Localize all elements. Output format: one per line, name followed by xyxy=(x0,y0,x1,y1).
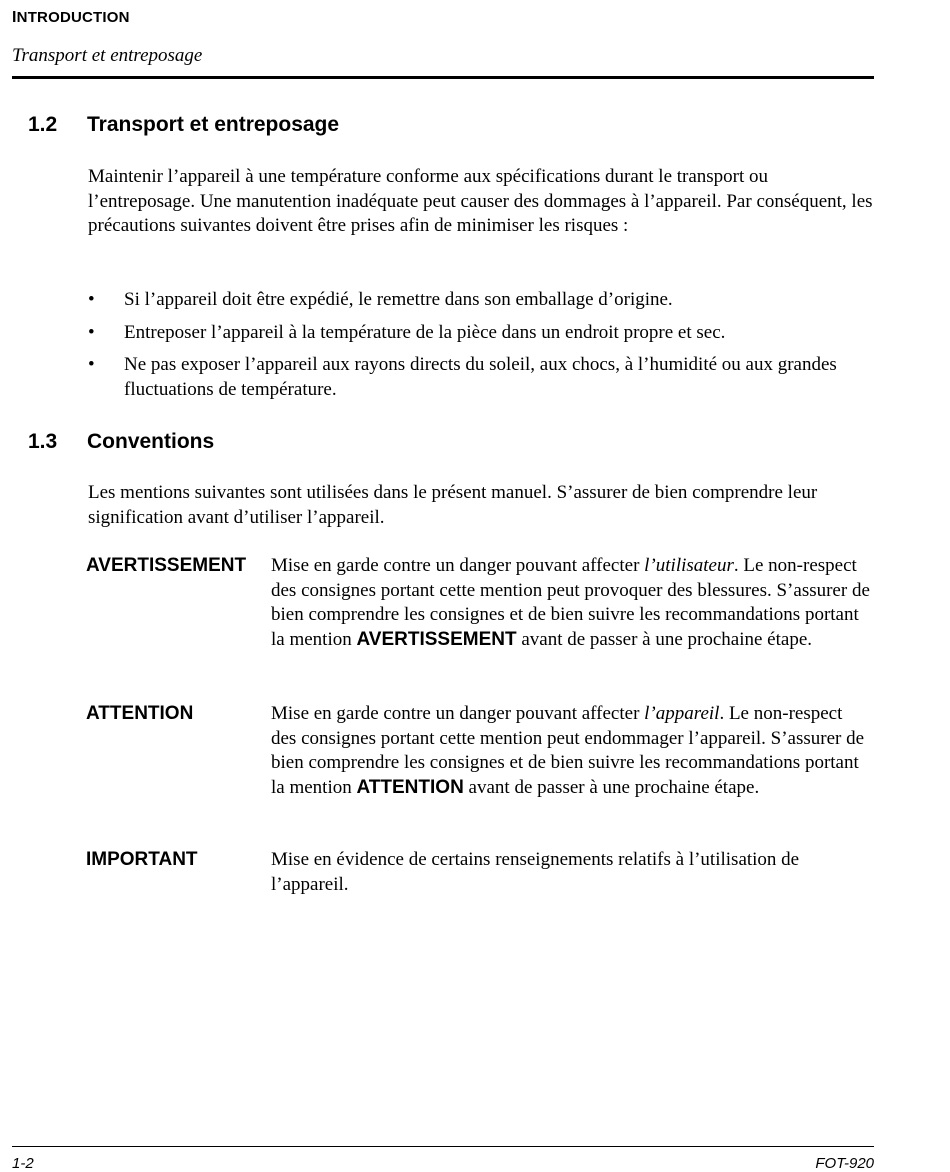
bullet-marker: • xyxy=(88,354,95,375)
list-item-text: Si l’appareil doit être expédié, le remettre dans son emballage d’origine. xyxy=(124,289,673,310)
desc-keyword: AVERTISSEMENT xyxy=(356,628,517,650)
desc-text: avant de passer à une prochaine étape. xyxy=(463,776,760,798)
header-rule xyxy=(12,76,874,79)
desc-text: Mise en garde contre un danger pouvant affecter xyxy=(271,555,645,576)
desc-emphasis: l’appareil xyxy=(644,703,720,724)
bullet-marker: • xyxy=(88,321,95,343)
desc-text: avant de passer à une prochaine étape. xyxy=(516,628,813,650)
section-1-2-number: 1.2 xyxy=(28,113,58,136)
document-id: FOT-920 xyxy=(815,1155,874,1172)
list-item xyxy=(88,321,878,346)
list-item xyxy=(88,353,878,402)
list-item xyxy=(88,288,878,313)
convention-description xyxy=(271,702,871,800)
bullet-marker: • xyxy=(88,289,95,310)
list-item-text: Entreposer l’appareil à la température de la pièce dans un endroit propre et sec. xyxy=(124,321,726,343)
section-1-3-intro: Les mentions suivantes sont utilisées dans le présent manuel. S’assurer de bien comprendre leur signification avant d’utiliser l’appareil. xyxy=(88,482,818,528)
section-1-3-title: Conventions xyxy=(87,430,215,453)
section-1-2-intro: Maintenir l’appareil à une température conforme aux spécifications durant le transport ou l’entreposage. Une manutention inadéquate peut causer des dommages à l’appareil. Par conséquent, les précautions suivantes doivent être prises afin de minimiser les risques : xyxy=(88,166,873,236)
convention-term: AVERTISSEMENT xyxy=(86,555,247,576)
convention-description xyxy=(271,554,871,652)
desc-keyword: ATTENTION xyxy=(356,776,464,798)
desc-emphasis: l’utilisateur xyxy=(644,555,734,576)
desc-text: . Le non-respect des consignes portant cette mention peut provoquer des blessures. S’assurer de bien comprendre les consignes et de bien suivre les recommandations portant la mention xyxy=(271,555,870,650)
section-header xyxy=(12,9,130,27)
page-number: 1-2 xyxy=(12,1155,34,1172)
section-header-rest: NTRODUCTION xyxy=(16,9,130,26)
section-1-3-number: 1.3 xyxy=(28,430,58,453)
list-item-text: Ne pas exposer l’appareil aux rayons directs du soleil, aux chocs, à l’humidité ou aux grandes fluctuations de température. xyxy=(124,354,837,400)
header-subtitle: Transport et entreposage xyxy=(12,45,203,66)
footer-rule xyxy=(12,1146,874,1147)
section-header-initial: I xyxy=(12,9,17,26)
desc-text: Mise en garde contre un danger pouvant affecter xyxy=(271,703,645,724)
convention-term: ATTENTION xyxy=(86,703,194,724)
convention-term: IMPORTANT xyxy=(86,849,198,870)
section-1-2-title: Transport et entreposage xyxy=(87,113,340,136)
precautions-list xyxy=(88,288,878,410)
desc-text: . Le non-respect des consignes portant cette mention peut endommager l’appareil. S’assurer de bien comprendre les consignes et de bien suivre les recommandations portant la mention xyxy=(271,703,865,798)
convention-description: Mise en évidence de certains renseignements relatifs à l’utilisation de l’appareil. xyxy=(271,849,800,895)
